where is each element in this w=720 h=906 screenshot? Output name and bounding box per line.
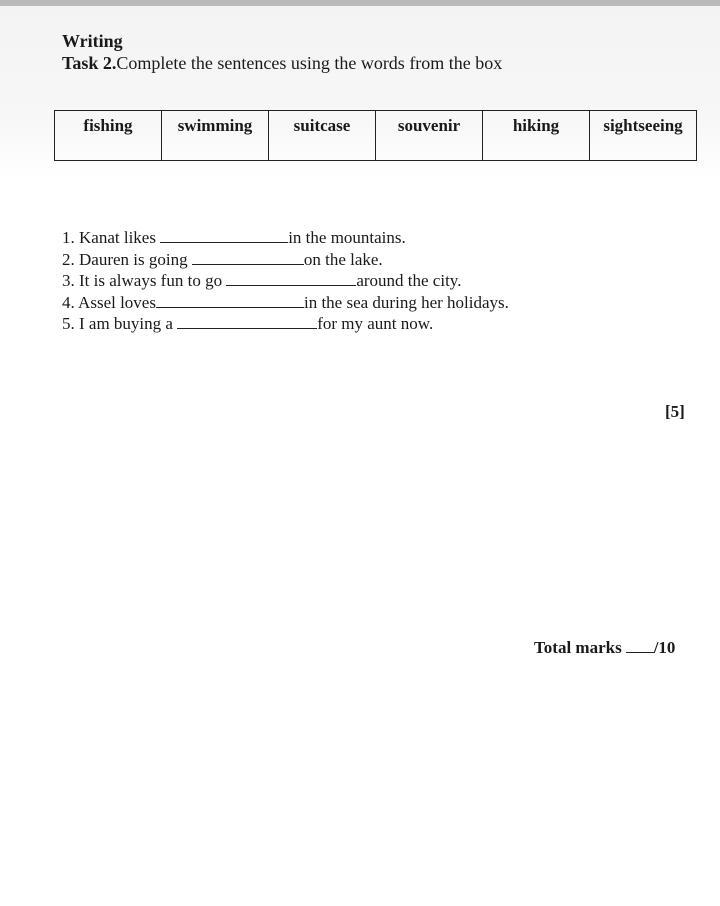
- word-box-row: [55, 111, 697, 161]
- total-marks-blank[interactable]: [626, 638, 654, 653]
- answer-blank[interactable]: [226, 271, 356, 286]
- word-box-cell: hiking: [483, 111, 590, 161]
- sentence-start: 3. It is always fun to go: [62, 271, 227, 291]
- total-marks: [534, 638, 675, 658]
- sentence-start: 4. Assel loves: [62, 292, 156, 312]
- sentence-start: 5. I am buying a: [62, 314, 178, 334]
- task-instruction: Complete the sentences using the words from the box: [116, 53, 503, 73]
- sentence-end: for my aunt now.: [317, 314, 434, 334]
- word-box-cell: fishing: [55, 111, 162, 161]
- answer-blank[interactable]: [160, 228, 288, 243]
- total-marks-out-of: /10: [653, 638, 676, 657]
- sentence-end: in the mountains.: [288, 228, 406, 247]
- sentence-item: [62, 292, 509, 314]
- sentence-start: 1. Kanat likes: [62, 228, 161, 247]
- sentence-item: [62, 313, 509, 335]
- word-box-cell: suitcase: [269, 111, 376, 161]
- sentence-end: in the sea during her holidays.: [303, 292, 509, 312]
- sentence-item: [62, 249, 509, 271]
- task-instruction-line: [62, 52, 502, 74]
- section-marks: [5]: [665, 402, 685, 421]
- answer-blank[interactable]: [156, 293, 304, 308]
- word-box: [54, 110, 697, 161]
- total-marks-label: Total marks: [534, 638, 622, 657]
- word-box-cell: sightseeing: [590, 111, 697, 161]
- sentence-start: 2. Dauren is going: [62, 249, 192, 269]
- sentence-item: [62, 270, 509, 292]
- section-heading: Writing: [62, 31, 123, 51]
- task-label: Task 2.: [62, 53, 117, 73]
- word-box-cell: souvenir: [376, 111, 483, 161]
- worksheet-page: [0, 6, 720, 906]
- word-box-cell: swimming: [162, 111, 269, 161]
- sentence-end: on the lake.: [303, 249, 383, 269]
- sentence-end: around the city.: [356, 271, 462, 291]
- answer-blank[interactable]: [192, 250, 304, 265]
- answer-blank[interactable]: [177, 314, 317, 329]
- sentence-list: [62, 227, 509, 335]
- sentence-item: [62, 227, 509, 249]
